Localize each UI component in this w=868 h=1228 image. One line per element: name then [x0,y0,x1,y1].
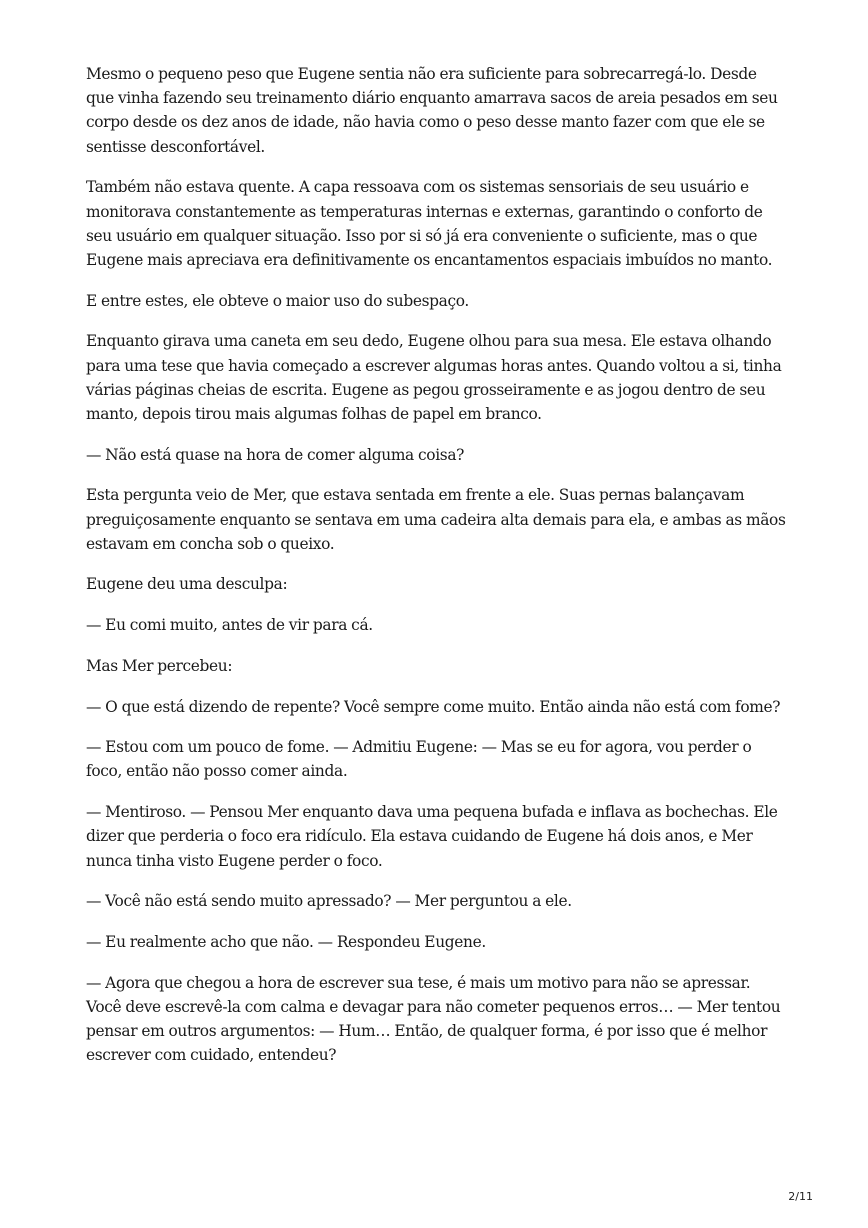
paragraph: — Estou com um pouco de fome. — Admitiu Eugene: — Mas se eu for agora, vou perder o foco, então não posso comer ainda. [86,738,752,781]
paragraph: Também não estava quente. A capa ressoava com os sistemas sensoriais de seu usuário e monitorava constantemente as temperaturas internas e externas, garantindo o conforto de seu usuário em qualquer situação. Isso por si só já era conveniente o suficiente, mas o que Eugene mais apreciava era definitivamente os encantamentos espaciais imbuídos no manto. [86,178,773,269]
paragraph: Enquanto girava uma caneta em seu dedo, Eugene olhou para sua mesa. Ele estava olhando para uma tese que havia começado a escrever algumas horas antes. Quando voltou a si, tinha várias páginas cheias de escrita. Eugene as pegou grosseiramente e as jogou dentro de seu manto, depois tirou mais algumas folhas de papel em branco. [86,332,782,423]
document-body [86,62,786,1084]
paragraph: — Você não está sendo muito apressado? — Mer perguntou a ele. [86,892,572,911]
paragraph: — Eu comi muito, antes de vir para cá. [86,616,373,635]
paragraph: E entre estes, ele obteve o maior uso do subespaço. [86,291,469,310]
paragraph: — O que está dizendo de repente? Você sempre come muito. Então ainda não está com fome? [86,697,781,716]
paragraph: Mas Mer percebeu: [86,656,233,675]
paragraph: Esta pergunta veio de Mer, que estava sentada em frente a ele. Suas pernas balançavam preguiçosamente enquanto se sentava em uma cadeira alta demais para ela, e ambas as mãos estavam em concha sob o queixo. [86,486,786,553]
paragraph: — Não está quase na hora de comer alguma coisa? [86,445,465,464]
paragraph: Mesmo o pequeno peso que Eugene sentia não era suficiente para sobrecarregá-lo. Desde que vinha fazendo seu treinamento diário enquanto amarrava sacos de areia pesados em seu corpo desde os dez anos de idade, não havia como o peso desse manto fazer com que ele se sentisse desconfortável. [86,65,778,156]
paragraph: Eugene deu uma desculpa: [86,575,288,594]
page-number: 2/11 [788,1190,813,1203]
paragraph: — Mentiroso. — Pensou Mer enquanto dava uma pequena bufada e inflava as bochechas. Ele dizer que perderia o foco era ridículo. Ela estava cuidando de Eugene há dois anos, e Mer nunca tinha visto Eugene perder o foco. [86,803,778,870]
paragraph: — Eu realmente acho que não. — Respondeu Eugene. [86,932,486,951]
paragraph: — Agora que chegou a hora de escrever sua tese, é mais um motivo para não se apressar. Você deve escrevê-la com calma e devagar para não cometer pequenos erros… — Mer tentou pensar em outros argumentos: — Hum… Então, de qualquer forma, é por isso que é melhor escrever com cuidado, entendeu? [86,973,781,1065]
